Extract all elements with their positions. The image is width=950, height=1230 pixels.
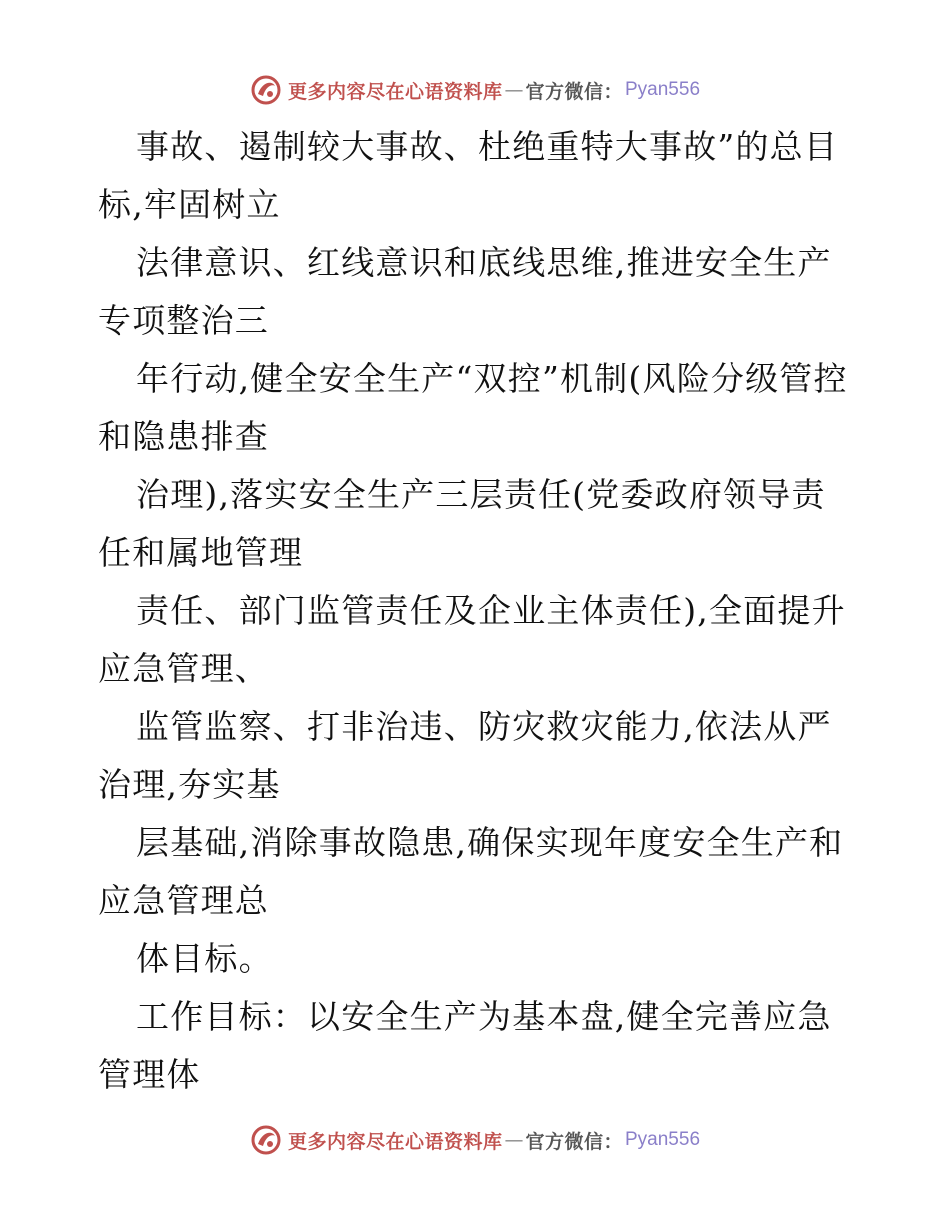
paragraph: 年行动,健全安全生产“双控”机制(风险分级管控和隐患排查 xyxy=(98,359,848,456)
paragraph: 法律意识、红线意识和底线思维,推进安全生产专项整治三 xyxy=(98,243,832,340)
watermark-text: 更多内容尽在心语资料库 xyxy=(287,80,503,103)
watermark-label: 官方微信： xyxy=(525,80,623,103)
paragraph: 工作目标：以安全生产为基本盘,健全完善应急管理体 xyxy=(98,997,832,1094)
paragraph: 事故、遏制较大事故、杜绝重特大事故”的总目标,牢固树立 xyxy=(98,127,839,224)
paragraph: 治理),落实安全生产三层责任(党委政府领导责任和属地管理 xyxy=(98,475,826,572)
red-seal-swirl-icon xyxy=(250,74,282,106)
header-watermark xyxy=(0,70,950,110)
watermark-separator: — xyxy=(504,79,524,101)
watermark-text: 更多内容尽在心语资料库 xyxy=(287,1130,503,1153)
document-body xyxy=(98,118,854,1104)
paragraph: 体目标。 xyxy=(136,939,273,978)
red-seal-swirl-icon xyxy=(250,1124,282,1156)
watermark-id: Pyan556 xyxy=(625,1129,701,1150)
watermark-label: 官方微信： xyxy=(525,1130,623,1153)
paragraph: 监管监察、打非治违、防灾救灾能力,依法从严治理,夯实基 xyxy=(98,707,832,804)
footer-watermark xyxy=(0,1120,950,1160)
watermark-id: Pyan556 xyxy=(625,79,701,100)
paragraph: 责任、部门监管责任及企业主体责任),全面提升应急管理、 xyxy=(98,591,846,688)
paragraph: 层基础,消除事故隐患,确保实现年度安全生产和应急管理总 xyxy=(98,823,844,920)
watermark-separator: — xyxy=(504,1129,524,1151)
